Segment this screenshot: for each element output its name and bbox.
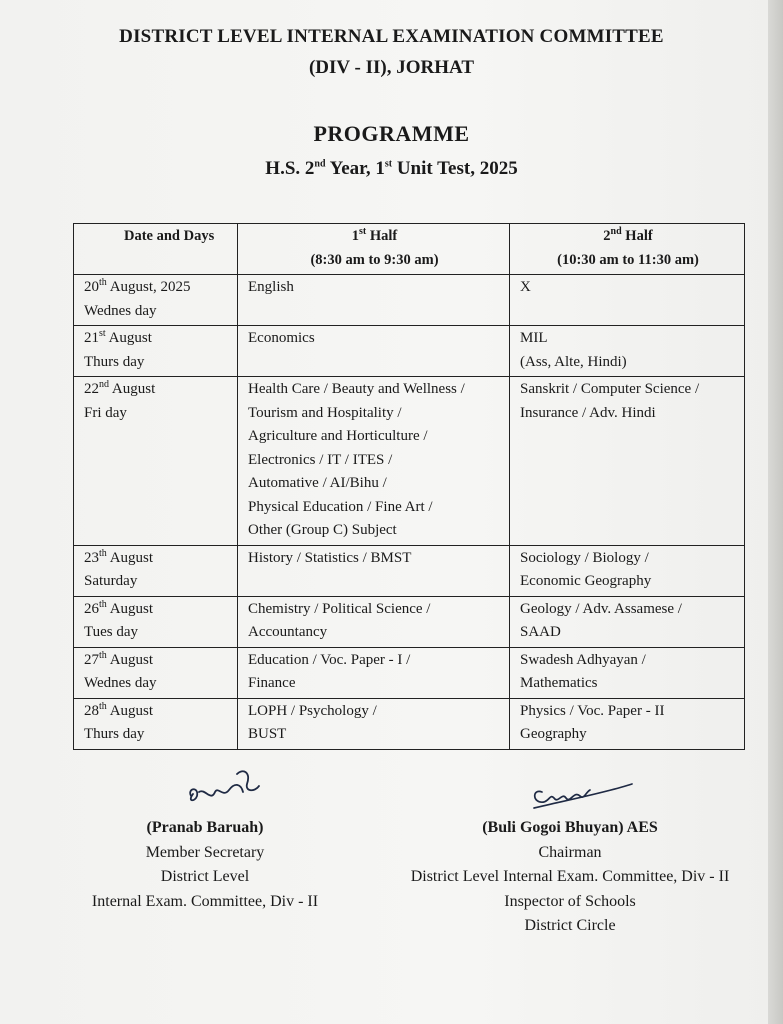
subject-line: (Ass, Alte, Hindi)	[520, 353, 627, 370]
table-row	[74, 326, 745, 377]
subject-line: BUST	[248, 726, 287, 742]
subject-line: Agriculture and Horticulture /	[248, 428, 428, 444]
table-row	[74, 377, 745, 546]
left-signatory-block	[70, 816, 340, 914]
subject-line: Education / Voc. Paper - I /	[248, 651, 411, 668]
header-first-half: 1st Half (8:30 am to 9:30 am)	[238, 224, 510, 275]
subject-line: Other (Group C) Subject	[248, 522, 397, 538]
table-row	[74, 647, 745, 698]
date-cell: 21st August Thurs day	[74, 326, 238, 377]
date-cell: 22nd August Fri day	[74, 377, 238, 546]
subject-line: Accountancy	[248, 624, 328, 640]
subject-line: Physics / Voc. Paper - II	[520, 702, 665, 719]
exam-subtitle: H.S. 2nd Year, 1st Unit Test, 2025	[265, 158, 518, 179]
second-half-subjects	[510, 596, 745, 647]
left-signatory-line3: Internal Exam. Committee, Div - II	[91, 892, 319, 910]
programme-heading: PROGRAMME	[313, 121, 470, 146]
subject-line: MIL	[520, 330, 548, 346]
subject-line: Economic Geography	[520, 573, 652, 589]
second-half-subjects	[510, 326, 745, 377]
subject-line: SAAD	[520, 624, 561, 640]
second-half-subjects	[510, 377, 745, 546]
committee-division: (DIV - II), JORHAT	[308, 57, 475, 78]
first-half-subjects	[238, 545, 510, 596]
header-date-and-days: Date and Days	[74, 224, 238, 275]
second-half-subjects	[510, 545, 745, 596]
signature-buli-gogoi-bhuyan	[528, 776, 638, 816]
second-half-subjects	[510, 647, 745, 698]
subject-line: Insurance / Adv. Hindi	[520, 404, 656, 421]
subject-line: Economics	[248, 330, 315, 346]
first-half-subjects	[238, 377, 510, 546]
subject-line: Sanskrit / Computer Science /	[520, 381, 700, 397]
signature-pranab-baruah	[185, 762, 275, 812]
table-row	[74, 698, 745, 749]
right-signatory-block	[390, 816, 750, 939]
subject-line: LOPH / Psychology /	[248, 702, 377, 719]
second-half-subjects	[510, 275, 745, 326]
subject-line: Geology / Adv. Assamese /	[520, 600, 682, 617]
subject-line: Tourism and Hospitality /	[248, 404, 402, 421]
subject-line: Sociology / Biology /	[520, 549, 649, 566]
left-signatory-designation: Member Secretary	[145, 843, 265, 861]
right-signatory-line2: District Level Internal Exam. Committee, Div - II	[410, 868, 730, 885]
left-signatory-name: (Pranab Baruah)	[146, 819, 264, 836]
subject-line: X	[520, 279, 531, 295]
subject-line: Health Care / Beauty and Wellness /	[248, 381, 465, 397]
table-row	[74, 275, 745, 326]
first-half-subjects	[238, 647, 510, 698]
date-cell: 23th August Saturday	[74, 545, 238, 596]
date-cell: 27th August Wednes day	[74, 647, 238, 698]
schedule-table	[73, 223, 745, 750]
right-signatory-line4: District Circle	[524, 917, 616, 934]
subject-line: History / Statistics / BMST	[248, 549, 412, 566]
subject-line: English	[248, 279, 294, 295]
left-signatory-line2: District Level	[160, 868, 250, 885]
table-row	[74, 596, 745, 647]
right-signatory-line3: Inspector of Schools	[504, 892, 636, 910]
date-cell: 28th August Thurs day	[74, 698, 238, 749]
first-half-subjects	[238, 275, 510, 326]
subject-line: Geography	[520, 726, 587, 742]
table-row	[74, 545, 745, 596]
table-header-row	[74, 224, 745, 275]
subject-line: Mathematics	[520, 675, 598, 691]
date-cell: 20th August, 2025 Wednes day	[74, 275, 238, 326]
first-half-subjects	[238, 596, 510, 647]
subject-line: Physical Education / Fine Art /	[248, 498, 433, 515]
right-signatory-name: (Buli Gogoi Bhuyan) AES	[482, 819, 658, 836]
subject-line: Swadesh Adhyayan /	[520, 651, 646, 668]
first-half-subjects	[238, 326, 510, 377]
committee-title: DISTRICT LEVEL INTERNAL EXAMINATION COMMITTEE	[119, 26, 664, 47]
page-edge	[768, 0, 783, 1024]
first-half-subjects	[238, 698, 510, 749]
subject-line: Finance	[248, 675, 296, 691]
subject-line: Automative / AI/Bihu /	[248, 475, 387, 491]
subject-line: Chemistry / Political Science /	[248, 600, 431, 617]
subject-line: Electronics / IT / ITES /	[248, 451, 393, 468]
second-half-subjects	[510, 698, 745, 749]
right-signatory-designation: Chairman	[538, 843, 602, 861]
header-second-half: 2nd Half (10:30 am to 11:30 am)	[510, 224, 745, 275]
date-cell: 26th August Tues day	[74, 596, 238, 647]
